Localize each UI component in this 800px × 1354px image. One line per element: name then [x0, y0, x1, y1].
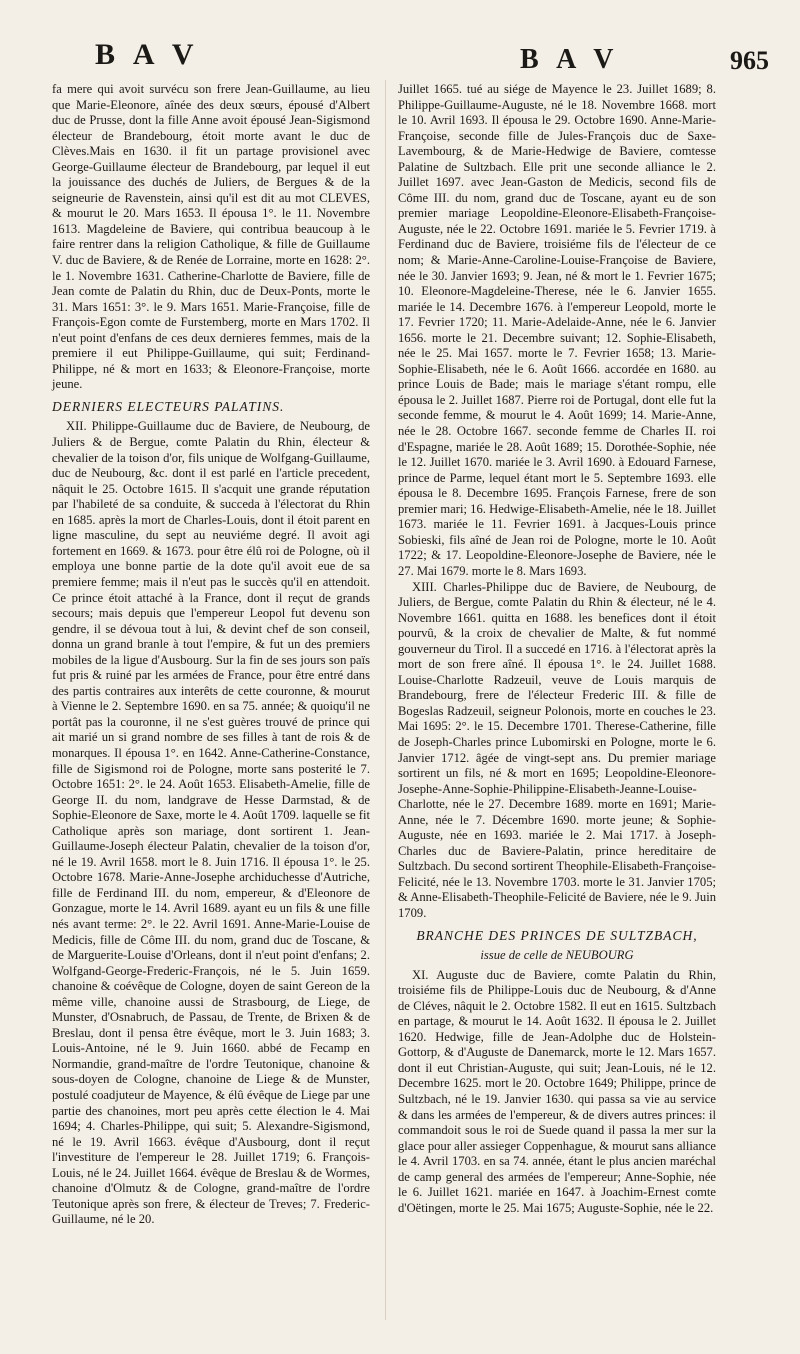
- right-column: [398, 82, 716, 1216]
- left-paragraph-2: XII. Philippe-Guillaume duc de Baviere, de Neubourg, de Juliers & de Bergue, comte Palatin du Rhin, électeur & chevalier de la toison d'or, fils unique de Wolfgang-Guillaume, duc de Neubourg, &c. dont il est parlé en l'article precedent, nâquit le 25. Octobre 1615. Il s'acquit une grande réputation par l'habileté de sa conduite, & succeda à l'électorat du Rhin en 1685. après la mort de Charles-Louis, dont il étoit parent en ligne masculine, du sept au neuviéme degré. Il avoit agi fortement en 1669. & 1673. pour être élû roi de Pologne, où il employa une bonne partie de la dote qu'il avoit eue de sa premiere femme; mais il n'eut pas le succès qu'il en attendoit. Ce prince étoit attaché à la France, dont il reçut de grands secours; mais depuis que l'empereur Leopol fut devenu son gendre, il se dévoua tout à lui, & devint chef de son conseil, donna un grand branle à tout l'empire, & fut un des premiers mobiles de la ligue d'Ausbourg. Sur la fin de ses jours son païs fut pris & ruiné par les armées de France, pour être entré dans des partis contraires aux interêts de cette couronne, & mourut à Vienne le 2. Septembre 1690. en sa 75. année; & quoiqu'il ne portât pas la couronne, il ne s'est guères trouvé de prince qui ait marié un si grand nombre de ses filles à tant de rois & de monarques. Il épousa 1°. en 1642. Anne-Catherine-Constance, fille de Sigismond roi de Pologne, morte sans posterité le 7. Octobre 1651: 2°. le 24. Août 1653. Elisabeth-Amelie, fille de George II. du nom, landgrave de Hesse Darmstad, & de Sophie-Eleonore de Saxe, morte le 4. Août 1709. laquelle se fit Catholique après son mariage, dont sortirent 1. Jean-Guillaume-Joseph électeur Palatin, chevalier de la toison d'or, né le 19. Avril 1658. mort le 8. Juin 1716. Il épousa 1°. le 25. Octobre 1678. Marie-Anne-Josephe archiduchesse d'Autriche, fille de Ferdinand III. du nom, empereur, & d'Eleonore de Gonzague, morte le 14. Avril 1689. ayant eu un fils & une fille nés avant terme: 2°. le 22. Avril 1691. Anne-Marie-Louise de Medicis, fille de Côme III. du nom, grand duc de Toscane, & de Marguerite-Louise d'Orleans, dont il n'eut point d'enfans; 2. Wolfgand-George-Frederic-François, né le 5. Juin 1659. chanoine & coévêque de Cologne, doyen de saint Gereon de la même ville, chanoine aussi de Strasbourg, de Liege, de Munster, d'Osnabruch, de Passau, de Trente, de Brixen & de Breslau, dont il pensa être évêque, mort le 3. Juin 1683; 3. Louis-Antoine, né le 9. Juin 1660. abbé de Fecamp en Normandie, grand-maître de l'ordre Teutonique, chanoine & sous-doyen de Cologne, chanoine de Liege & de Munster, postulé coadjuteur de Mayence, & élû évêque de Liege par une partie des chanoines, mort peu après cette élection le 4. Mai 1694; 4. Charles-Philippe, qui suit; 5. Alexandre-Sigismond, né le 19. Avril 1663. évêque d'Ausbourg, dont il reçut l'investiture de l'empereur le 28. Juillet 1719; 6. François-Louis, né le 24. Juillet 1664. évêque de Breslau & de Wormes, chanoine d'Olmutz & de Cologne, grand-maître de l'ordre Teutonique après son frere, & électeur de Treves; 7. Frederic-Guillaume, né le 20.: [52, 419, 370, 1227]
- header-left-title: B A V: [95, 38, 200, 71]
- page-number: 965: [730, 46, 769, 75]
- column-divider: [385, 80, 386, 1320]
- section-subtitle-neubourg: issue de celle de NEUBOURG: [480, 948, 634, 963]
- running-header: [0, 38, 800, 78]
- header-right-title: B A V: [520, 44, 620, 75]
- section-title-sultzbach: BRANCHE DES PRINCES DE SULTZBACH,: [416, 927, 698, 943]
- right-paragraph-3: XI. Auguste duc de Baviere, comte Palatin du Rhin, troisiéme fils de Philippe-Louis duc de Neubourg, & d'Anne de Cléves, nâquit le 2. Octobre 1582. Il eut en 1615. Sultzbach en partage, & mourut le 14. Août 1632. Il épousa le 2. Juillet 1620. Hedwige, fille de Jean-Adolphe duc de Holstein-Gottorp, & d'Auguste de Danemarck, morte le 12. Mars 1657. dont il eut Christian-Auguste, qui suit; Jean-Louis, né le 12. Decembre 1625. mort le 20. Octobre 1649; Philippe, prince de Sultzbach, né le 19. Janvier 1630. qui passa sa vie au service & dans les armées de l'empereur, & de divers autres princes: il commandoit sous le roi de Suede quand il passa la mer sur la glace pour aller assieger Coppenhague, & mourut sans alliance le 4. Avril 1703. en sa 74. année, étant le plus ancien maréchal de camp general des armées de l'empereur; Anne-Sophie, née le 6. Juillet 1621. mariée en 1647. à Joachim-Ernest comte d'Oëtingen, morte le 25. Mai 1675; Auguste-Sophie, née le 22.: [398, 967, 716, 1215]
- left-column: [52, 82, 370, 1228]
- right-paragraph-1: Juillet 1665. tué au siége de Mayence le 23. Juillet 1689; 8. Philippe-Guillaume-Auguste, né le 18. Novembre 1668. mort le 10. Avril 1693. Il épousa le 29. Octobre 1690. Anne-Marie-Françoise, seconde fille de Jules-François duc de Saxe-Lavembourg, & de Marie-Hedwige de Baviere, comtesse Palatine de Sultzbach. Elle prit une seconde alliance le 2. Juillet 1697. avec Jean-Gaston de Medicis, second fils de Côme III. du nom, grand duc de Toscane, ayant eu de son premier mariage Leopoldine-Eleonore-Elisabeth-Françoise-Auguste, née le 22. Octobre 1691. mariée le 5. Fevrier 1719. à Ferdinand duc de Baviere, troisiéme fils de l'électeur de ce nom; & Marie-Anne-Caroline-Louise-Françoise de Baviere, née le 30. Janvier 1693; 9. Jean, né & mort le 1. Fevrier 1675; 10. Eleonore-Magdeleine-Therese, née le 6. Janvier 1655. mariée le 14. Decembre 1676. à l'empereur Leopold, morte le 17. Fevrier 1720; 11. Marie-Adelaide-Anne, née le 6. Janvier 1656. morte le 21. Decembre suivant; 12. Sophie-Elisabeth, née le 25. Mai 1657. morte le 7. Fevrier 1658; 13. Marie-Sophie-Elisabeth, née le 6. Août 1666. accordée en 1680. au prince Louis de Bade; mais le mariage s'étant rompu, elle épousa le 2. Juillet 1687. Pierre roi de Portugal, dont elle fut la seconde femme, & mourut le 4. Août 1699; 14. Marie-Anne, née le 28. Octobre 1667. seconde femme de Charles II. roi d'Espagne, mariée le 28. Août 1689; 15. Dorothée-Sophie, née le 12. Juillet 1670. mariée le 3. Avril 1690. à Edouard Farnese, prince de Parme, lequel étant mort le 5. Septembre 1693. elle épousa le 8. Decembre 1695. François Farnese, frere de son premier mari; 16. Hedwige-Elisabeth-Amelie, née le 18. Juillet 1673. mariée le 11. Fevrier 1691. à Jacques-Louis prince Sobieski, fils aîné de Jean roi de Pologne, morte le 10. Août 1722; & 17. Leopoldine-Eleonore-Josephe de Baviere, née le 27. Mai 1679. morte le 8. Mars 1693.: [398, 82, 716, 578]
- section-title-electeurs: DERNIERS ELECTEURS PALATINS.: [52, 398, 285, 414]
- left-paragraph-1: fa mere qui avoit survécu son frere Jean-Guillaume, au lieu que Marie-Eleonore, aînée des deux sœurs, épousé d'Albert duc de Prusse, dont la fille Anne avoit épousé Jean-Sigismond électeur de Brandebourg, étoit morte avant le duc de Clèves.Mais en 1630. il fit un partage provisionel avec George-Guillaume électeur de Brandebourg, par lequel il eut la jouissance des duchés de Juliers, de Bergues & de la seigneurie de Ravenstein, ainsi qu'il est dit au mot CLEVES, & mourut le 20. Mars 1653. Il épousa 1°. le 11. Novembre 1613. Magdeleine de Baviere, qui contribua beaucoup à le faire rentrer dans la religion Catholique, & fille de Guillaume V. duc de Baviere, & de Renée de Lorraine, morte en 1628: 2°. le 1. Novembre 1631. Catherine-Charlotte de Baviere, fille de Jean comte de Palatin du Rhin, duc de Deux-Ponts, morte le 31. Mars 1651: 3°. le 9. Mars 1651. Marie-Françoise, fille de François-Egon comte de Furstemberg, morte en Mars 1702. Il n'eut point d'enfans de ces deux dernieres femmes, mais de la premiere il eut Philippe-Guillaume, qui suit; Ferdinand-Philippe, né & mort en 1633; & Eleonore-Françoise, morte jeune.: [52, 82, 370, 392]
- right-paragraph-2: XIII. Charles-Philippe duc de Baviere, de Neubourg, de Juliers, de Bergue, comte Palatin du Rhin & électeur, né le 4. Novembre 1661. quitta en 1688. les benefices dont il étoit pourvû, & la croix de chevalier de Malte, & fut nommé gouverneur du Tirol. Il a succedé en 1716. à l'électorat après la mort de son frere aîné. Il épousa 1°. le 24. Juillet 1688. Louise-Charlotte Radzeuil, veuve de Louis marquis de Brandebourg, frere de l'électeur Frederic III. & fille de Bogeslas Radzeuil, seigneur Polonois, morte en couches le 23. Mai 1695: 2°. le 15. Decembre 1701. Therese-Catherine, fille de Joseph-Charles prince Lubomirski en Pologne, morte le 6. Janvier 1712. âgée de vingt-sept ans. Du premier mariage sortirent un fils, né & mort en 1695; Leopoldine-Eleonore-Josephe-Anne-Sophie-Philippine-Elisabeth-Jeanne-Louise-Charlotte, née le 27. Decembre 1689. morte en 1691; Marie-Anne, née le 7. Décembre 1690. morte jeune; & Sophie-Auguste, née en 1693. mariée le 2. Mai 1717. à Joseph-Charles duc de Baviere-Palatin, prince hereditaire de Sultzbach. Du second sortirent Theophile-Elisabeth-Françoise-Felicité, née le 13. Novembre 1703. morte le 31. Janvier 1705; & Anne-Elisabeth-Theophile-Felicité de Baviere, née le 9. Juin 1709.: [398, 579, 716, 920]
